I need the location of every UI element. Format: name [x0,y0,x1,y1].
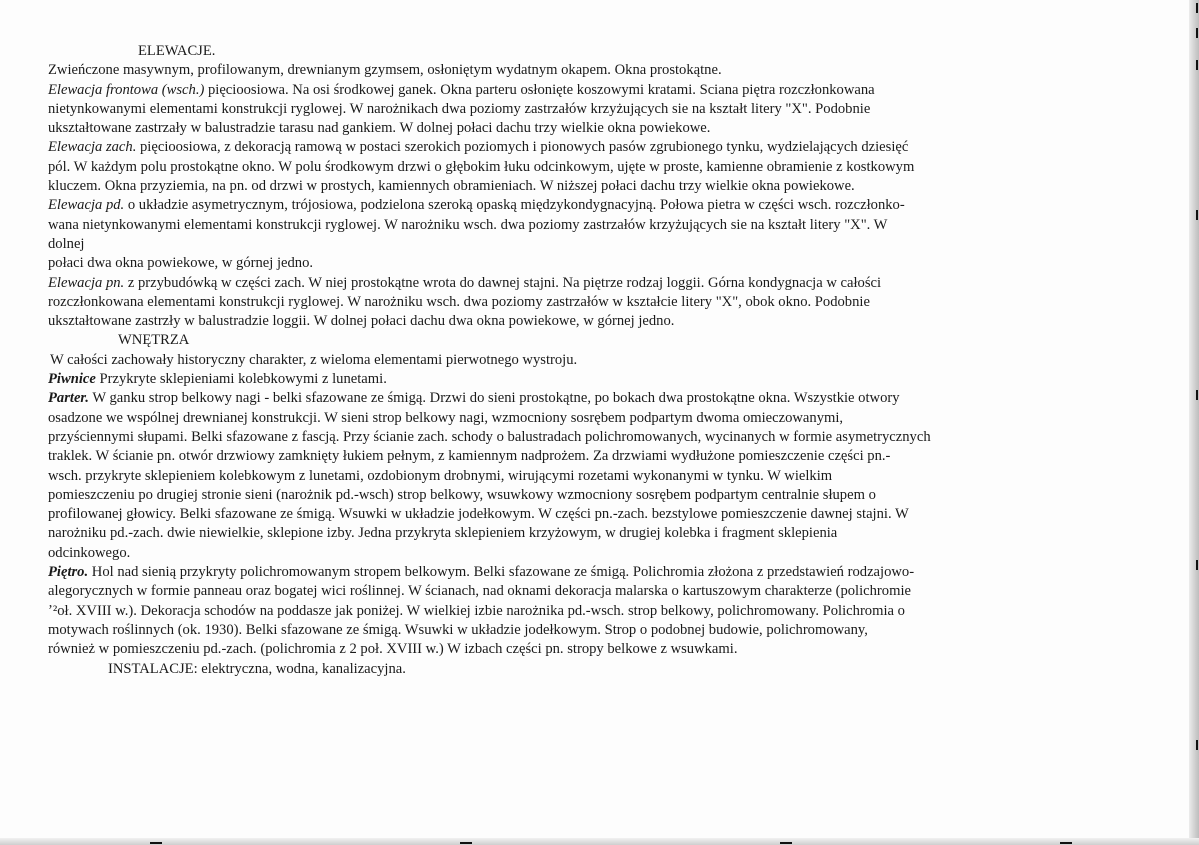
pietro-line-5: również w pomieszczeniu pd.-zach. (polichromia z 2 poł. XVIII w.) W izbach części pn. stropy belkowe z wsuwkami. [48,641,738,658]
scan-mark [1196,60,1198,70]
pd-line-2: wana nietynkowanymi elementami konstrukcji ryglowej. W narożniku wsch. dwa poziomy zastrzałów krzyżujących sie na kształt litery "X". W [48,216,888,233]
front-text-1: pięcioosiowa. Na osi środkowej ganek. Okna parteru osłonięte koszowymi kratami. Sciana piętra rozczłonkowana [204,81,875,98]
pd-line-3: dolnej [48,235,85,252]
piwnice-line [48,370,1083,389]
piwnice-text: Przykryte sklepieniami kolebkowymi z lunetami. [95,371,387,388]
scan-mark [1196,28,1198,38]
parter-text-1: W ganku strop belkowy nagi - belki sfazowane ze śmigą. Drzwi do sieni prostokątne, po bokach dwa prostokątne okna. Wszystkie otwory [88,390,900,407]
scan-mark [150,842,162,844]
front-line-1 [48,81,1083,100]
front-label: Elewacja frontowa (wsch.) [48,81,205,98]
pd-line-1 [48,196,1083,215]
parter-line-5: wsch. przykryte sklepieniem kolebkowym z lunetami, ozdobionym drobnymi, wirującymi rozetami wykonanymi w tynku. W wielkim [48,467,833,484]
scan-mark [780,842,792,844]
zach-text-1: pięcioosiowa, z dekoracją ramową w postaci szerokich poziomych i pionowych pasów zgrubionego tynku, wydzielających dziesięć [136,139,909,156]
pn-text-1: z przybudówką w części zach. W niej prostokątne wrota do dawnej stajni. Na piętrze rodzaj loggii. Górna kondygnacja w całości [124,274,882,291]
pd-text-1: o układzie asymetrycznym, trójosiowa, podzielona szeroką opaską międzykondygnacyjną. Połowa pietra w części wsch. rozczłonko- [124,197,905,214]
scan-mark [1196,210,1198,220]
pd-label: Elewacja pd. [48,197,125,214]
scan-mark [1196,390,1198,400]
heading-wnetrza: WNĘTRZA [118,332,190,349]
parter-line-1 [48,389,1083,408]
parter-line-9: odcinkowego. [48,544,131,561]
pietro-line-1 [48,563,1083,582]
pietro-line-2: alegorycznych w formie panneau oraz bogatej wici roślinnej. W ścianach, nad oknami dekoracja malarska o kartuszowym charakterze (polichromie [48,583,911,600]
pn-line-1 [48,274,1083,293]
zach-line-1 [48,138,1083,157]
scan-mark [460,842,472,844]
piwnice-label: Piwnice [48,371,96,388]
parter-line-2: osadzone we wspólnej drewnianej konstrukcji. W sieni strop belkowy nagi, wzmocniony sosrębem podpartym dwoma omieczowanymi, [48,409,844,426]
scan-mark [1196,3,1198,13]
paragraph-intro: Zwieńczone masywnym, profilowanym, drewnianym gzymsem, osłoniętym wydatnym okapem. Okna prostokątne. [48,62,722,79]
zach-line-3: kluczem. Okna przyziemia, na pn. od drzwi w prostych, kamiennych obramieniach. W niższej połaci dachu trzy wielkie okna powiekowe. [48,178,855,195]
pn-line-3: ukształtowane zastrzły w balustradzie loggii. W dolnej połaci dachu dwa okna powiekowe, w górnej jedno. [48,313,675,330]
pn-line-2: rozczłonkowana elementami konstrukcji ryglowej. W narożniku wsch. dwa poziomy zastrzałów w kształcie litery "X", obok okno. Podobnie [48,293,870,310]
parter-label: Parter. [48,390,89,407]
document-body [48,42,1083,679]
scan-mark [1060,842,1072,844]
parter-line-6: pomieszczeniu po drugiej stronie sieni (narożnik pd.-wsch) strop belkowy, wsuwkowy wzmocniony sosrębem podpartym centralnie słupem o [48,486,876,503]
heading-elewacje: ELEWACJE. [138,43,216,59]
parter-line-3: przyściennymi słupami. Belki sfazowane z fascją. Przy ścianie zach. schody o balustradach polichromowanych, wycinanych w formie asymetrycznych [48,428,931,445]
scan-edge-right [1189,0,1199,845]
scan-mark [1196,740,1198,750]
pietro-line-4: motywach roślinnych (ok. 1930). Belki sfazowane ze śmigą. Wsuwki w układzie jodełkowym. Strop o podobnej budowie, polichromowany, [48,621,868,638]
pn-label: Elewacja pn. [48,274,125,291]
parter-line-7: profilowanej głowicy. Belki sfazowane ze śmigą. Wsuwki w układzie jodełkowym. W części pn.-zach. bezstylowe pomieszczenie dawnej stajni. W [48,506,909,523]
scan-mark [1196,560,1198,570]
front-line-3: ukształtowane zastrzały w balustradzie tarasu nad gankiem. W dolnej połaci dachu trzy wielkie okna powiekowe. [48,120,711,137]
pietro-line-3: ʼ²oł. XVIII w.). Dekoracja schodów na poddasze jak poniżej. W wielkiej izbie narożnika pd.-wsch. strop belkowy, polichromowany. Polichromia o [48,602,905,619]
front-line-2: nietynkowanymi elementami konstrukcji ryglowej. W narożnikach dwa poziomy zastrzałów krzyżujących sie na kształt litery "X". Podobnie [48,100,871,117]
zach-line-2: pól. W każdym polu prostokątne okno. W polu środkowym drzwi o głębokim łuku odcinkowym, ujęte w proste, kamienne obramienie z kostkowym [48,158,915,175]
parter-line-8: narożniku pd.-zach. dwie niewielkie, sklepione izby. Jedna przykryta sklepieniem krzyżowym, w drugiej kolebka i fragment sklepienia [48,525,838,542]
pietro-label: Piętro. [48,564,89,581]
paragraph-wnetrza: W całości zachowały historyczny charakter, z wieloma elementami pierwotnego wystroju. [50,351,578,368]
instalacje-line: INSTALACJE: elektryczna, wodna, kanalizacyjna. [108,660,406,677]
zach-label: Elewacja zach. [48,139,137,156]
parter-line-4: traklek. W ścianie pn. otwór drzwiowy zamknięty łukiem pełnym, z kamiennym nadprożem. Za drzwiami wydłużone pomieszczenie części pn.- [48,448,891,465]
pd-line-4: połaci dwa okna powiekowe, w górnej jedno. [48,255,314,272]
pietro-text-1: Hol nad sienią przykryty polichromowanym stropem belkowym. Belki sfazowane ze śmigą. Polichromia złożona z przedstawień rodzajowo- [88,564,915,581]
scan-edge-bottom [0,838,1199,845]
